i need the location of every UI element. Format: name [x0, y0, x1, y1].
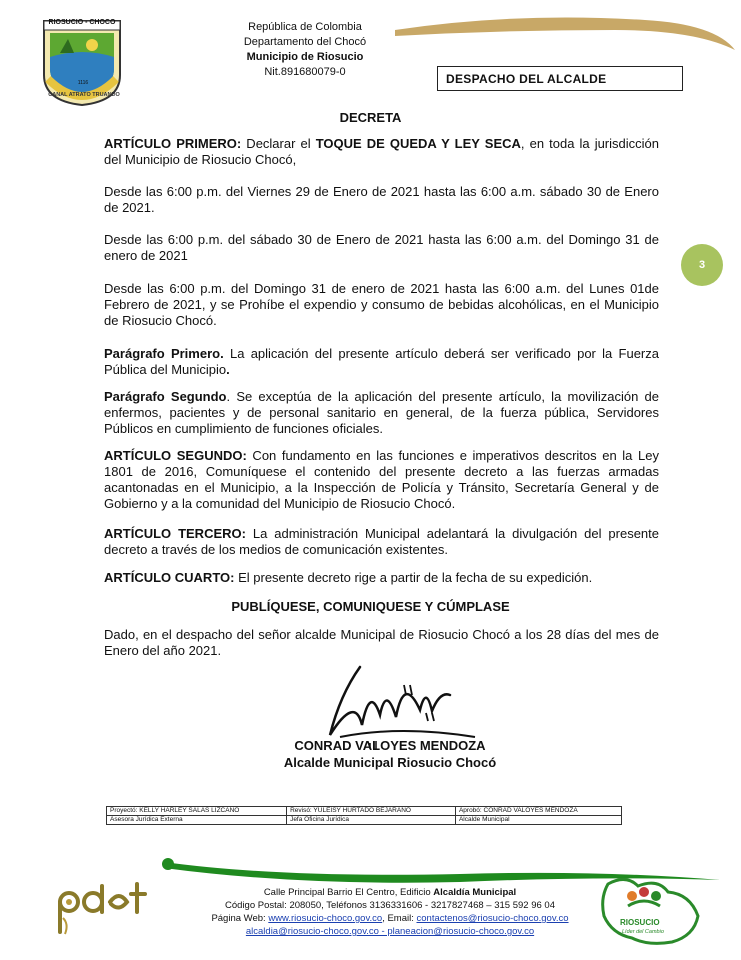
website-link[interactable]: www.riosucio-choco.gov.co	[268, 913, 383, 924]
table-cell: Asesora Jurídica Externa	[107, 816, 287, 825]
paragraph-label: Parágrafo Segundo	[104, 389, 227, 404]
footer-web	[170, 913, 610, 925]
article-text: El presente decreto rige a partir de la fecha de su expedición.	[234, 570, 593, 585]
article-label: ARTÍCULO TERCERO:	[104, 526, 246, 541]
header-line: Nit.891680079-0	[264, 66, 346, 78]
riosucio-logo-title: RIOSUCIO	[620, 918, 660, 927]
logo-text-bottom: CANAL ATRATO TRUANDO	[48, 92, 120, 98]
email-link[interactable]: contactenos@riosucio-choco.gov.co	[416, 913, 569, 924]
article-text: , en toda la jurisdicción del Municipio de Riosucio Chocó,	[104, 136, 659, 167]
articulo-segundo	[104, 448, 659, 512]
articulo-cuarto	[104, 570, 659, 586]
article-text: Con fundamento en las funciones e imperativos descritos en la Ley 1801 de 2016, Comuníquese el contenido del presente decreto a las fuerzas armadas acantonadas en el Municipio, a la Inspección de Policía y Tránsito, Secretaría General y de Gobierno y a la comunidad del Municipio de Riosucio Chocó.	[104, 448, 659, 511]
paragraph-end: .	[226, 362, 230, 377]
publiquese-heading: PUBLÍQUESE, COMUNIQUESE Y CÚMPLASE	[231, 599, 510, 614]
table-cell: Proyectó: KELLY HARLEY SALAS LIZCANO	[107, 807, 287, 816]
table-row	[107, 807, 622, 816]
footer-emails	[170, 926, 610, 938]
decreta-title: DECRETA	[339, 110, 402, 125]
logo-text-top: RIOSUCIO - CHOCO	[48, 19, 116, 26]
articulo-primero	[104, 136, 659, 168]
page-number-badge: 3	[681, 244, 723, 286]
handwritten-signature	[300, 655, 500, 750]
web-label: Página Web:	[211, 913, 269, 924]
paragraph-text: . Se exceptúa de la aplicación del presente artículo, la movilización de enfermos, pacientes y de personal sanitario en general, de la fuerza pública, Servidores Públicos en cumplimiento de funciones oficiales.	[104, 389, 659, 436]
period-2: Desde las 6:00 p.m. del sábado 30 de Enero de 2021 hasta las 6:00 a.m. del Domingo 31 de enero de 2021	[104, 232, 659, 263]
article-emphasis: TOQUE DE QUEDA Y LEY SECA	[315, 136, 521, 151]
institution-header	[205, 20, 405, 80]
paragraph-text: La aplicación del presente artículo deberá ser verificado por la Fuerza Pública del Municipio	[104, 346, 659, 377]
footer-address	[170, 887, 610, 899]
pdet-logo-text	[55, 940, 57, 941]
table-cell: Revisó: YULEISY HURTADO BEJARANO	[287, 807, 456, 816]
article-text: Declarar el	[241, 136, 316, 151]
paragrafo-primero	[104, 346, 659, 378]
period-1: Desde las 6:00 p.m. del Viernes 29 de Enero de 2021 hasta las 6:00 a.m. sábado 30 de Enero de 2021.	[104, 184, 659, 215]
email-links[interactable]: alcaldia@riosucio-choco.gov.co - planeacion@riosucio-choco.gov.co	[245, 926, 535, 937]
gold-swoosh-decoration	[395, 8, 741, 68]
header-line: Municipio de Riosucio	[246, 51, 364, 63]
logo-year: 1116	[77, 80, 89, 86]
despacho-label: DESPACHO DEL ALCALDE	[437, 66, 683, 91]
paragrafo-segundo	[104, 389, 659, 437]
article-label: ARTÍCULO SEGUNDO:	[104, 448, 247, 463]
riosucio-logo-subtitle: Líder del Cambio	[622, 929, 664, 935]
footer-postal: Código Postal: 208050, Teléfonos 3136331606 - 3217827468 – 315 592 96 04	[225, 900, 555, 911]
table-cell: Alcalde Municipal	[455, 816, 621, 825]
signatory-role: Alcalde Municipal Riosucio Chocó	[283, 755, 497, 770]
responsibles-table	[106, 806, 622, 825]
pdet-logo	[55, 872, 150, 938]
article-label: ARTÍCULO CUARTO:	[104, 570, 235, 585]
period-3: Desde las 6:00 p.m. del Domingo 31 de enero de 2021 hasta las 6:00 a.m. del Lunes 01de Febrero de 2021, y se Prohíbe el expendio y consumo de bebidas alcohólicas, en el Municipio de Riosucio Chocó.	[104, 281, 659, 328]
article-text: La administración Municipal adelantará la divulgación del presente decreto a través de los medios de comunicación existentes.	[104, 526, 659, 557]
header-line: República de Colombia	[248, 21, 362, 33]
table-row	[107, 816, 622, 825]
address-text: Calle Principal Barrio El Centro, Edificio	[263, 887, 434, 898]
articulo-tercero	[104, 526, 659, 558]
table-cell: Aprobó: CONRAD VALOYES MENDOZA	[455, 807, 621, 816]
address-bold: Alcaldía Municipal	[433, 887, 517, 898]
signatory-name: CONRAD VALOYES MENDOZA	[294, 738, 486, 753]
email-label: , Email:	[382, 913, 417, 924]
header-line: Departamento del Chocó	[243, 36, 367, 48]
paragraph-label: Parágrafo Primero.	[104, 346, 224, 361]
riosucio-map-logo	[598, 872, 704, 948]
dado-statement: Dado, en el despacho del señor alcalde Municipal de Riosucio Chocó a los 28 días del mes de Enero del año 2021.	[104, 627, 659, 658]
table-cell: Jefa Oficina Jurídica	[287, 816, 456, 825]
article-label: ARTÍCULO PRIMERO:	[104, 136, 242, 151]
